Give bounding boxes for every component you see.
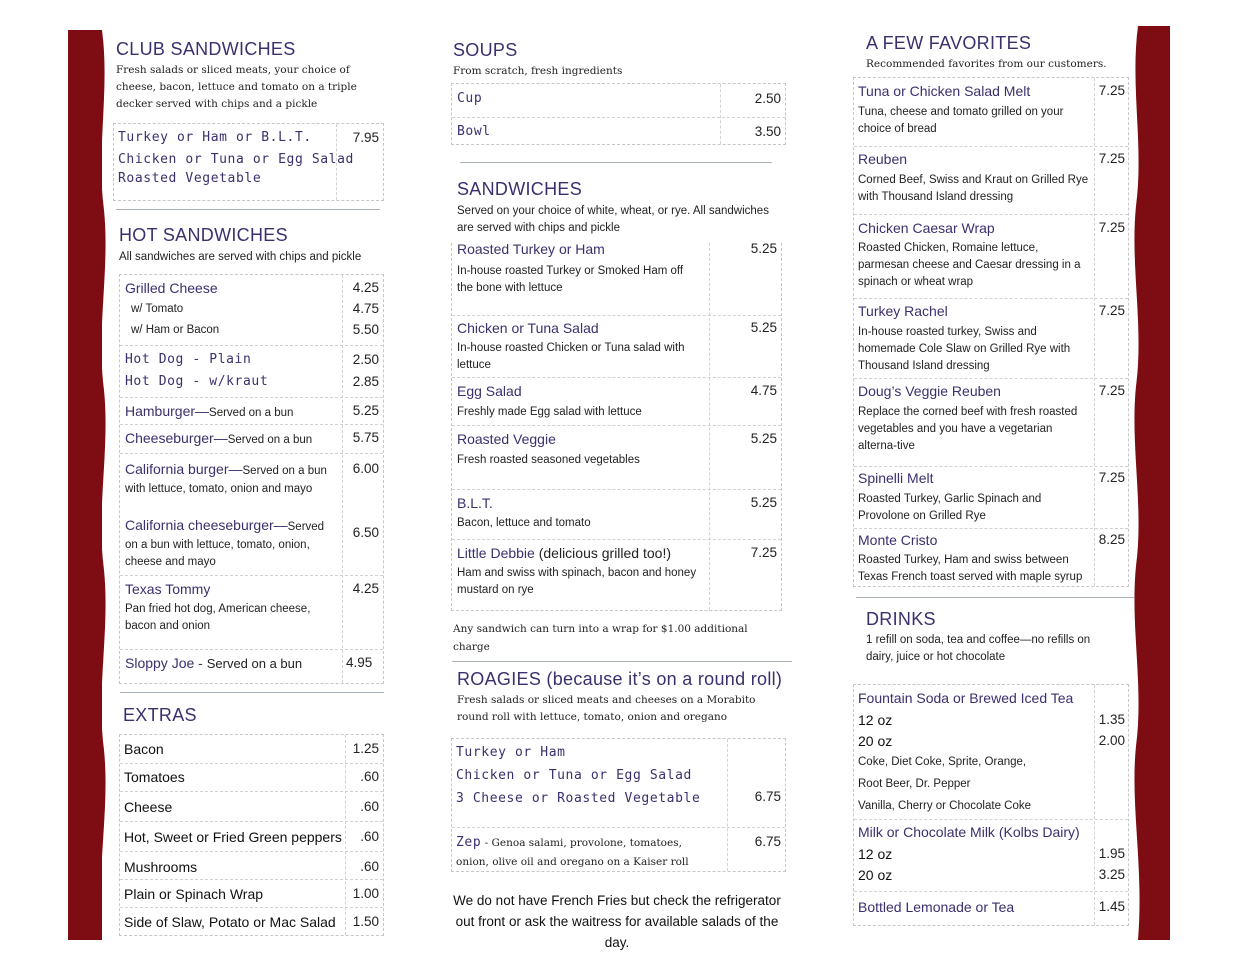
drink-size: 12 oz [858, 712, 893, 728]
favorite-name: Doug’s Veggie Reuben [858, 383, 1001, 399]
club-price: 7.95 [352, 130, 379, 145]
club-price-box [113, 123, 384, 201]
roagie-price: 6.75 [754, 834, 781, 849]
favorites-table [853, 77, 1129, 587]
section-title: SOUPS [453, 40, 518, 60]
section-desc: All sandwiches are served with chips and pickle [119, 251, 362, 263]
favorite-price: 7.25 [1098, 303, 1125, 318]
section-desc: Recommended favorites from our customers. [866, 58, 1107, 70]
drink-size: 20 oz [858, 733, 893, 749]
extra-price: .60 [360, 769, 379, 784]
wave-edge-icon [1130, 26, 1144, 940]
sandwich-price: 5.25 [750, 320, 777, 335]
extra-price: .60 [360, 829, 379, 844]
extra-price: 1.25 [352, 741, 379, 756]
drink-name: Bottled Lemonade or Tea [858, 899, 1015, 915]
favorite-name: Monte Cristo [858, 532, 938, 548]
menu-item-price: 5.50 [352, 322, 379, 337]
favorite-desc: Roasted Turkey, Ham and swiss between Texas French toast served with maple syrup [858, 554, 1083, 583]
section-desc: Fresh salads or sliced meats and cheeses on a Morabito round roll with lettuce, tomato, onion and oregano [457, 694, 756, 723]
drink-flavors: Vanilla, Cherry or Chocolate Coke [858, 800, 1032, 812]
sandwich-desc: Bacon, lettuce and tomato [457, 517, 591, 529]
section-title: HOT SANDWICHES [119, 225, 288, 245]
roagie-price: 6.75 [754, 789, 781, 804]
menu-item-price: 6.50 [352, 525, 379, 540]
roagie-item: Turkey or Ham [456, 745, 566, 760]
menu-item-name: w/ Tomato [131, 303, 184, 315]
menu-item-price: 2.85 [352, 374, 379, 389]
drink-price: 3.25 [1098, 867, 1125, 882]
menu-item-desc: on a bun with lettuce, tomato, onion, cheese and mayo [125, 539, 310, 568]
sandwich-price: 7.25 [750, 545, 777, 560]
section-title: EXTRAS [123, 705, 197, 725]
roagies-table [451, 738, 786, 872]
menu-item-desc: with lettuce, tomato, onion and mayo [125, 483, 313, 495]
right-decorative-stripe [1140, 26, 1170, 940]
sandwich-name: Little Debbie (delicious grilled too!) [457, 545, 672, 561]
menu-item-price: 4.95 [346, 655, 373, 670]
drink-flavors: Root Beer, Dr. Pepper [858, 778, 971, 790]
drink-size: 20 oz [858, 867, 893, 883]
divider [856, 597, 1134, 598]
menu-item-price: 5.25 [352, 403, 379, 418]
menu-item-price: 6.00 [352, 461, 379, 476]
menu-item-price: 5.75 [352, 430, 379, 445]
favorite-price: 7.25 [1098, 383, 1125, 398]
sandwiches-table [451, 243, 782, 611]
extras-table [119, 734, 384, 936]
divider [120, 692, 384, 693]
soup-price: 3.50 [754, 124, 781, 139]
footer-note: We do not have French Fries but check the refrigerator out front or ask the waitress for available salads of the day. [453, 893, 781, 950]
sandwich-price: 5.25 [750, 241, 777, 256]
drink-price: 1.95 [1098, 846, 1125, 861]
extra-name: Side of Slaw, Potato or Mac Salad [124, 914, 336, 930]
menu-item-name: Hot Dog - Plain [125, 352, 252, 367]
section-title: A FEW FAVORITES [866, 33, 1032, 53]
menu-item-name: California burger—Served on a bun [125, 461, 327, 477]
divider [452, 661, 792, 662]
soup-name: Cup [457, 91, 483, 106]
hot-menu-table [119, 274, 384, 684]
drink-price: 1.35 [1098, 712, 1125, 727]
favorite-desc: Roasted Turkey, Garlic Spinach and Provolone on Grilled Rye [858, 493, 1042, 522]
drink-name: Fountain Soda or Brewed Iced Tea [858, 690, 1074, 706]
menu-item-name: Hamburger—Served on a bun [125, 403, 294, 419]
favorite-price: 7.25 [1098, 83, 1125, 98]
extra-name: Plain or Spinach Wrap [124, 886, 264, 902]
menu-item-name: California cheeseburger—Served [125, 517, 325, 533]
divider [460, 162, 772, 163]
extra-price: 1.00 [352, 886, 379, 901]
extra-price: .60 [360, 799, 379, 814]
club-item: Chicken or Tuna or Egg Salad [118, 152, 354, 167]
soups-table [451, 83, 786, 145]
extra-price: .60 [360, 859, 379, 874]
drink-price: 2.00 [1098, 733, 1125, 748]
roagie-item: Chicken or Tuna or Egg Salad [456, 768, 692, 783]
extra-price: 1.50 [352, 914, 379, 929]
drink-name: Milk or Chocolate Milk (Kolbs Dairy) [858, 824, 1080, 840]
menu-item-name: Hot Dog - w/kraut [125, 374, 269, 389]
menu-item-name: Texas Tommy [125, 581, 211, 597]
sandwich-name: Roasted Veggie [457, 431, 556, 447]
extra-name: Mushrooms [124, 859, 198, 875]
favorite-name: Tuna or Chicken Salad Melt [858, 83, 1031, 99]
sandwich-price: 4.75 [750, 383, 777, 398]
favorite-price: 7.25 [1098, 151, 1125, 166]
soup-price: 2.50 [754, 91, 781, 106]
drinks-table [853, 684, 1129, 926]
menu-item-name: Grilled Cheese [125, 280, 218, 296]
sandwich-name: Egg Salad [457, 383, 522, 399]
favorite-desc: Replace the corned beef with fresh roasted vegetables and you have a vegetarian alterna-tive [858, 406, 1078, 452]
menu-item-price: 4.25 [352, 280, 379, 295]
club-item: Roasted Vegetable [118, 171, 262, 186]
roagie-item: 3 Cheese or Roasted Vegetable [456, 791, 701, 806]
section-title: DRINKS [866, 609, 936, 629]
left-decorative-stripe [68, 30, 102, 940]
section-title: CLUB SANDWICHES [116, 39, 296, 59]
favorite-desc: Roasted Chicken, Romaine lettuce, parmesan cheese and Caesar dressing in a spinach or wheat wrap [858, 242, 1081, 288]
menu-item-price: 2.50 [352, 352, 379, 367]
favorite-price: 7.25 [1098, 470, 1125, 485]
roagie-zep: Zep - Genoa salami, provolone, tomatoes, onion, olive oil and oregano on a Kaiser roll [456, 835, 689, 868]
sandwich-desc: Fresh roasted seasoned vegetables [457, 454, 640, 466]
sandwich-price: 5.25 [750, 495, 777, 510]
divider [116, 209, 380, 210]
sandwich-desc: In-house roasted Chicken or Tuna salad with lettuce [457, 342, 685, 371]
favorite-price: 8.25 [1098, 532, 1125, 547]
favorite-desc: Corned Beef, Swiss and Kraut on Grilled Rye with Thousand Island dressing [858, 174, 1089, 203]
extra-name: Tomatoes [124, 769, 185, 785]
club-item: Turkey or Ham or B.L.T. [118, 130, 312, 145]
section-desc: Served on your choice of white, wheat, or rye. All sandwiches are served with chips and pickle [457, 205, 769, 234]
menu-item-price: 4.25 [352, 581, 379, 596]
favorite-name: Chicken Caesar Wrap [858, 220, 995, 236]
soup-name: Bowl [457, 124, 491, 139]
favorite-name: Reuben [858, 151, 908, 167]
favorite-price: 7.25 [1098, 220, 1125, 235]
extra-name: Hot, Sweet or Fried Green peppers [124, 829, 342, 845]
favorite-desc: In-house roasted turkey, Swiss and homemade Cole Slaw on Grilled Rye with Thousand Island dressing [858, 326, 1071, 372]
drink-flavors: Coke, Diet Coke, Sprite, Orange, [858, 756, 1027, 768]
drink-price: 1.45 [1098, 899, 1125, 914]
menu-item-name: Cheeseburger—Served on a bun [125, 430, 313, 446]
extra-name: Cheese [124, 799, 173, 815]
section-title: SANDWICHES [457, 179, 583, 199]
sandwich-name: Roasted Turkey or Ham [457, 241, 605, 257]
favorite-desc: Tuna, cheese and tomato grilled on your choice of bread [858, 106, 1064, 135]
section-desc: Fresh salads or sliced meats, your choice of cheese, bacon, lettuce and tomato on a triple decker served with chips and a pickle [116, 64, 357, 110]
sandwich-price: 5.25 [750, 431, 777, 446]
extra-name: Bacon [124, 741, 164, 757]
favorite-name: Spinelli Melt [858, 470, 934, 486]
favorite-name: Turkey Rachel [858, 303, 948, 319]
menu-item-name: Sloppy Joe - Served on a bun [125, 655, 303, 671]
wave-edge-icon [96, 30, 110, 940]
sandwich-desc: Ham and swiss with spinach, bacon and honey mustard on rye [457, 567, 697, 596]
menu-item-price: 4.75 [352, 301, 379, 316]
section-title: ROAGIES (because it’s on a round roll) [457, 669, 783, 689]
wrap-note: Any sandwich can turn into a wrap for $1.00 additional charge [453, 623, 748, 653]
sandwich-desc: In-house roasted Turkey or Smoked Ham off the bone with lettuce [457, 265, 684, 294]
drink-size: 12 oz [858, 846, 893, 862]
sandwich-desc: Freshly made Egg salad with lettuce [457, 406, 642, 418]
section-desc: 1 refill on soda, tea and coffee—no refills on dairy, juice or hot chocolate [866, 634, 1091, 663]
menu-item-desc: Pan fried hot dog, American cheese, bacon and onion [125, 603, 311, 632]
menu-item-name: w/ Ham or Bacon [131, 324, 220, 336]
sandwich-name: B.L.T. [457, 495, 493, 511]
sandwich-name: Chicken or Tuna Salad [457, 320, 599, 336]
section-desc: From scratch, fresh ingredients [453, 65, 623, 77]
